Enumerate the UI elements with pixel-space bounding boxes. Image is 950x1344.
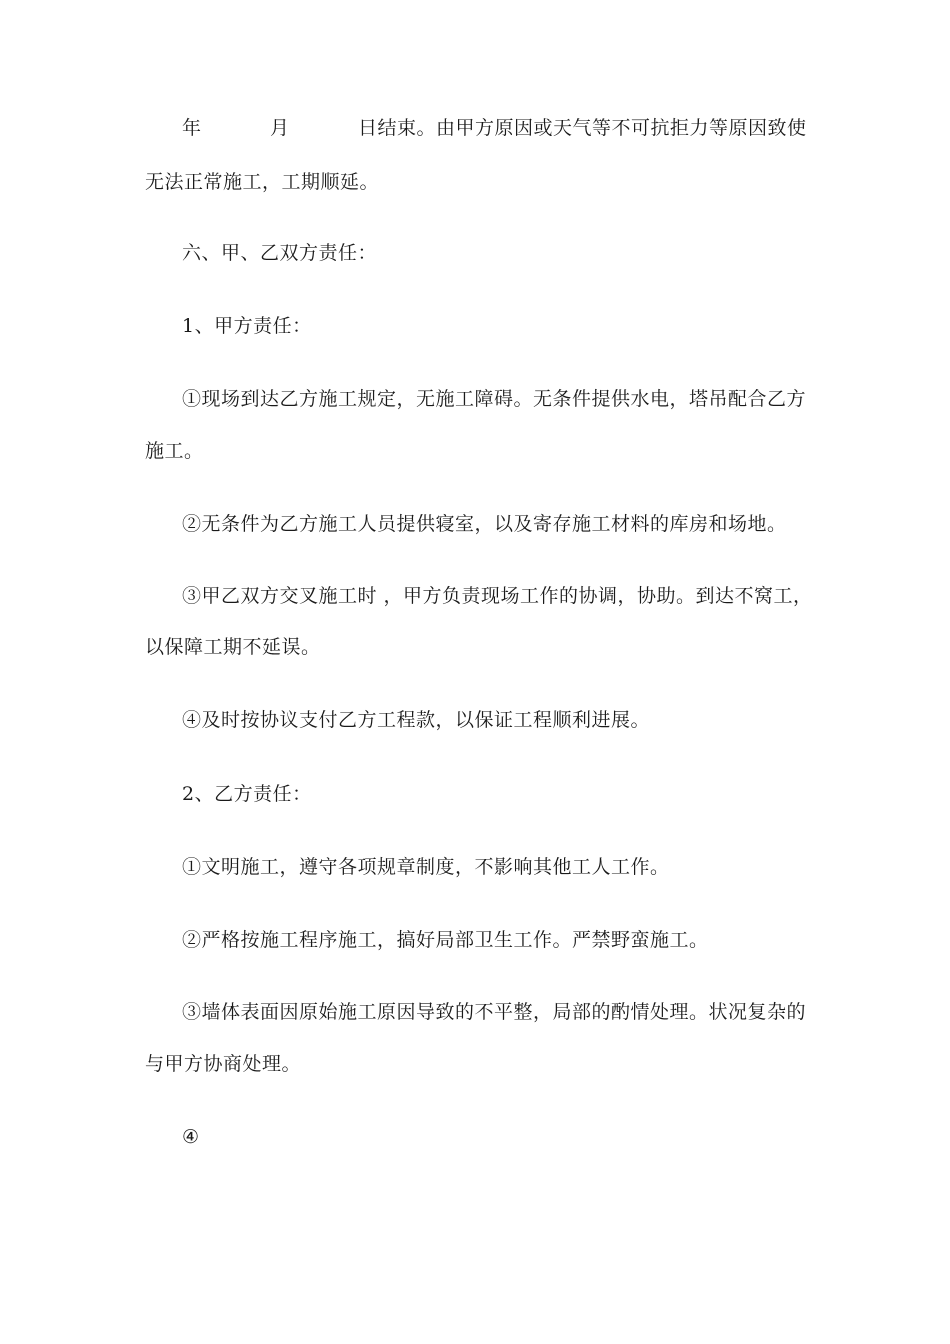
date-month: 月	[270, 117, 290, 139]
party-b-item-3-cont: 与甲方协商处理。	[145, 1053, 302, 1075]
party-a-item-3: ③甲乙双方交叉施工时 ，甲方负责现场工作的协调，协助。到达不窝工，	[182, 585, 813, 607]
party-b-item-2: ②严格按施工程序施工，搞好局部卫生工作。严禁野蛮施工。	[182, 929, 709, 951]
party-b-item-3: ③墙体表面因原始施工原因导致的不平整，局部的酌情处理。状况复杂的	[182, 1001, 807, 1023]
party-a-item-2: ②无条件为乙方施工人员提供寝室，以及寄存施工材料的库房和场地。	[182, 513, 787, 535]
date-year: 年	[182, 117, 202, 139]
date-end-text: 日结束。由甲方原因或天气等不可抗拒力等原因致使	[358, 117, 807, 139]
party-b-item-4: ④	[182, 1126, 200, 1148]
party-a-item-1: ①现场到达乙方施工规定，无施工障碍。无条件提供水电，塔吊配合乙方	[182, 388, 807, 410]
section-heading-6: 六、甲、乙双方责任：	[182, 242, 378, 264]
party-a-item-1-cont: 施工。	[145, 440, 204, 462]
party-a-item-4: ④及时按协议支付乙方工程款，以保证工程顺利进展。	[182, 709, 651, 731]
date-line	[182, 116, 805, 140]
paragraph-line: 无法正常施工，工期顺延。	[145, 171, 380, 193]
sub-heading-party-a: 1、甲方责任：	[182, 315, 312, 337]
sub-heading-party-b: 2、乙方责任：	[182, 783, 312, 805]
party-b-item-1: ①文明施工，遵守各项规章制度，不影响其他工人工作。	[182, 856, 670, 878]
party-a-item-3-cont: 以保障工期不延误。	[145, 636, 321, 658]
